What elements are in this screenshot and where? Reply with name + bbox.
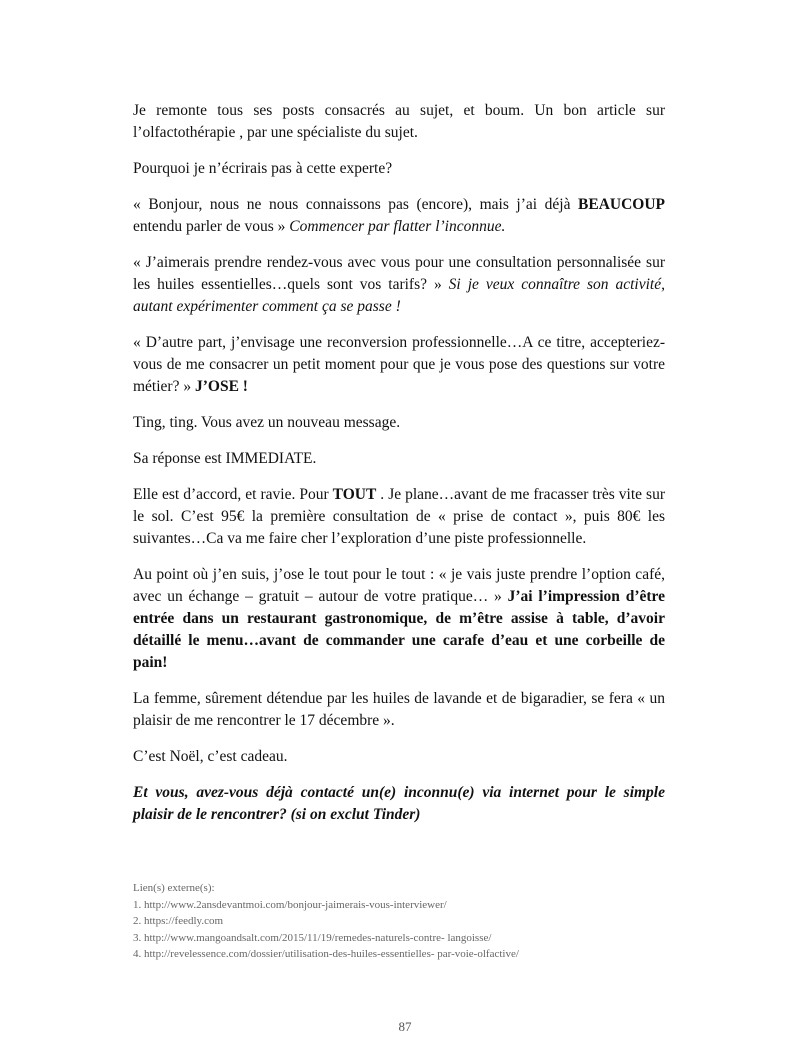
text: . Je plane…avant de me fracasser très vite sur le sol. C’est 95€ la première consultation de « prise de contact », puis 80€ les suivantes…Ca va me faire cher l’exploration d’une piste professionnelle. [133,486,665,547]
paragraph: C’est Noël, c’est cadeau. [133,748,288,765]
paragraph: Ting, ting. Vous avez un nouveau message. [133,414,401,431]
link-item[interactable]: 3. http://www.mangoandsalt.com/2015/11/19/remedes-naturels-contre- langoisse/ [133,931,492,944]
paragraph [133,194,665,238]
text: « Bonjour, nous ne nous connaissons pas (encore), mais j’ai déjà [133,196,579,213]
italic-comment: Commencer par flatter l’inconnue. [289,218,506,235]
bold-text: J’ai l’impression d’être entrée dans un restaurant gastronomique, de m’être assise à table, d’avoir détaillé le menu…avant de commander une carafe d’eau et une corbeille de pain! [133,588,666,671]
page-number: 87 [398,1019,412,1034]
paragraph [133,332,665,398]
paragraph [133,564,665,674]
italic-comment: Si je veux connaître son activité, autant expérimenter comment ça se passe ! [133,276,665,315]
text: Elle est d’accord, et ravie. Pour [133,486,333,503]
bold-text: TOUT [332,486,377,503]
text: Au point où j’en suis, j’ose le tout pour le tout : « je vais juste prendre l’option café, avec un échange – gratuit – autour de votre pratique… » [133,566,665,605]
paragraph: La femme, sûrement détendue par les huiles de lavande et de bigaradier, se fera « un plaisir de me rencontrer le 17 décembre ». [133,690,665,729]
bold-text: J’OSE ! [194,378,248,395]
paragraph [133,484,665,550]
link-item[interactable]: 2. https://feedly.com [133,915,224,927]
text: entendu parler de vous » [133,218,290,235]
paragraph: Pourquoi je n’écrirais pas à cette experte? [133,160,393,177]
closing-question: Et vous, avez-vous déjà contacté un(e) inconnu(e) via internet pour le simple plaisir de le rencontrer? (si on exclut Tinder) [133,784,665,823]
links-title: Lien(s) externe(s): [133,882,215,894]
paragraph: Je remonte tous ses posts consacrés au sujet, et boum. Un bon article sur l’olfactothérapie , par une spécialiste du sujet. [133,102,665,141]
bold-text: BEAUCOUP [578,196,665,213]
text: « J’aimerais prendre rendez-vous avec vous pour une consultation personnalisée sur les huiles essentielles…quels sont vos tarifs? » [133,254,665,293]
link-item[interactable]: 4. http://revelessence.com/dossier/utilisation-des-huiles-essentielles- par-voie-olfactive/ [133,948,519,960]
paragraph: Sa réponse est IMMEDIATE. [133,450,317,467]
document-body [133,100,665,840]
link-item[interactable]: 1. http://www.2ansdevantmoi.com/bonjour-jaimerais-vous-interviewer/ [133,898,447,911]
text: « D’autre part, j’envisage une reconversion professionnelle…A ce titre, accepteriez-vous de me consacrer un petit moment pour que je vous pose des questions sur votre métier? » [133,334,665,395]
paragraph [133,252,665,318]
external-links [133,880,653,963]
